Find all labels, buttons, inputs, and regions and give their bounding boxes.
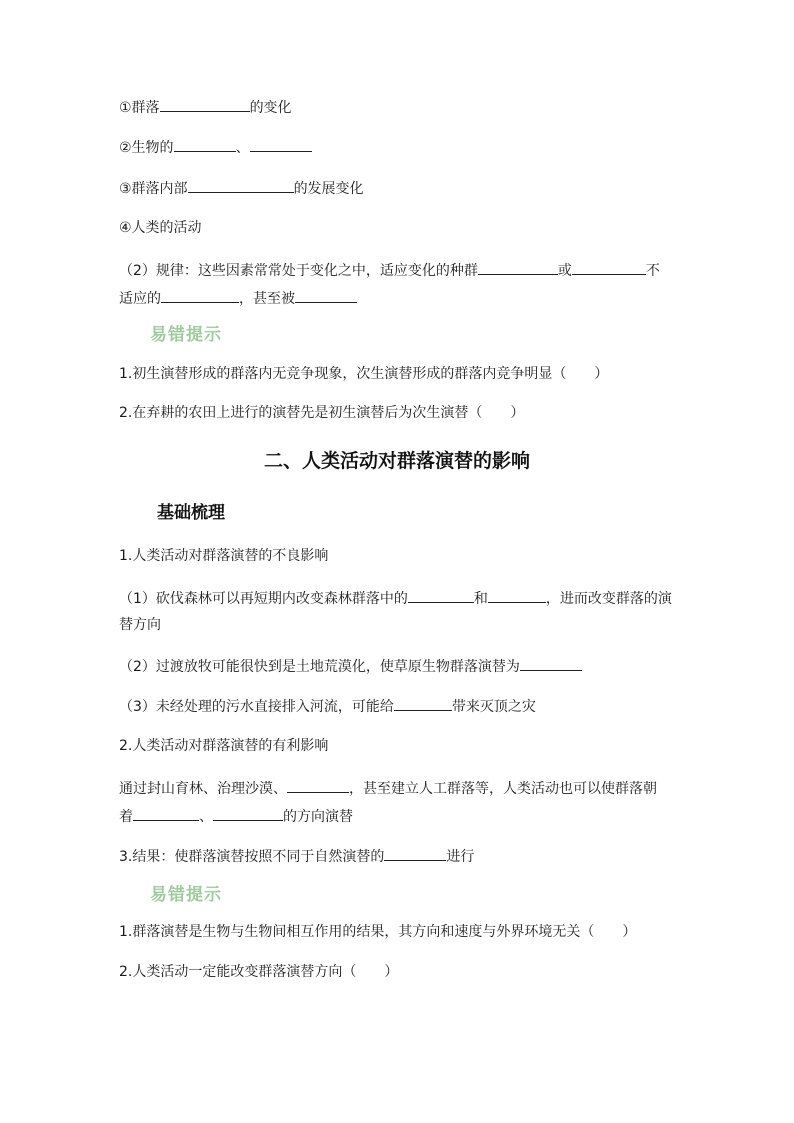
text: （1）砍伐森林可以再短期内改变森林群落中的 (119, 591, 408, 607)
rule-not: 不 (645, 263, 660, 279)
rule-text-2: 适应的 (119, 291, 161, 307)
blank[interactable] (174, 136, 236, 152)
blank[interactable] (520, 655, 582, 671)
text: 3.结果：使群落演替按照不同于自然演替的 (119, 849, 385, 865)
tip-text: 1.初生演替形成的群落内无竞争现象，次生演替形成的群落内竞争明显（ (119, 366, 567, 382)
point-1: 1.人类活动对群落演替的不良影响 (119, 548, 329, 564)
blank[interactable] (394, 695, 452, 711)
text: 进行 (446, 849, 475, 865)
text: （2）过渡放牧可能很快到是土地荒漠化，使草原生物群落演替为 (119, 659, 520, 675)
item-4: ④人类的活动 (119, 220, 202, 236)
rule-text: （2）规律：这些因素常常处于变化之中，适应变化的种群 (119, 263, 478, 279)
blank[interactable] (295, 287, 357, 303)
tip-item (119, 364, 608, 384)
tip-item (119, 403, 524, 423)
close-paren: ） (384, 964, 399, 980)
text: 和 (473, 591, 488, 607)
text: 的方向演替 (283, 809, 353, 825)
text: ，甚至建立人工群落等，人类活动也可以使群落朝 (349, 781, 657, 797)
section-heading: 二、人类活动对群落演替的影响 (263, 450, 530, 472)
tip-item (119, 922, 636, 942)
blank[interactable] (160, 96, 250, 112)
rule-or: 或 (557, 263, 572, 279)
blank[interactable] (478, 259, 558, 275)
item-3 (119, 177, 364, 199)
blank[interactable] (161, 287, 239, 303)
item-3-text: ③群落内部 (119, 181, 188, 197)
tip-title: 易错提示 (150, 885, 222, 905)
text: （3）未经处理的污水直接排入河流，可能给 (119, 699, 394, 715)
tip-title: 易错提示 (150, 325, 222, 345)
item-1-text: ①群落 (119, 100, 160, 116)
point-2: 2.人类活动对群落演替的有利影响 (119, 738, 329, 754)
tip-text: 2.人类活动一定能改变群落演替方向（ (119, 964, 357, 980)
point-2-body-1 (119, 777, 657, 799)
item-2-sep: 、 (235, 140, 250, 156)
text: 、 (199, 809, 213, 825)
rule-line-2 (119, 287, 357, 309)
text: 着 (119, 809, 133, 825)
rule-line-1 (119, 259, 660, 281)
tip-item (119, 962, 398, 982)
blank[interactable] (250, 136, 312, 152)
close-paren: ） (594, 366, 609, 382)
item-2-text: ②生物的 (119, 140, 174, 156)
subheading: 基础梳理 (157, 503, 225, 523)
point-1-2 (119, 655, 582, 677)
blank[interactable] (408, 587, 474, 603)
point-1-3 (119, 695, 536, 717)
point-2-body-2 (119, 805, 353, 827)
blank[interactable] (287, 777, 349, 793)
close-paren: ） (622, 924, 637, 940)
blank[interactable] (384, 845, 446, 861)
item-3-suffix: 的发展变化 (293, 181, 364, 197)
item-1 (119, 96, 292, 118)
blank[interactable] (188, 177, 294, 193)
text: 通过封山育林、治理沙漠、 (119, 781, 287, 797)
point-1-1 (119, 587, 672, 609)
item-1-suffix: 的变化 (249, 100, 292, 116)
blank[interactable] (488, 587, 546, 603)
blank[interactable] (213, 805, 283, 821)
close-paren: ） (510, 405, 525, 421)
tip-text: 2.在弃耕的农田上进行的演替先是初生演替后为次生演替（ (119, 405, 483, 421)
rule-text-3: ，甚至被 (239, 291, 295, 307)
text: ，进而改变群落的演 (545, 591, 672, 607)
point-3 (119, 845, 474, 867)
point-1-1-cont: 替方向 (119, 617, 161, 633)
text: 带来灭顶之灾 (451, 699, 536, 715)
tip-text: 1.群落演替是生物与生物间相互作用的结果，其方向和速度与外界环境无关（ (119, 924, 595, 940)
blank[interactable] (133, 805, 199, 821)
item-2 (119, 136, 312, 158)
blank[interactable] (572, 259, 646, 275)
